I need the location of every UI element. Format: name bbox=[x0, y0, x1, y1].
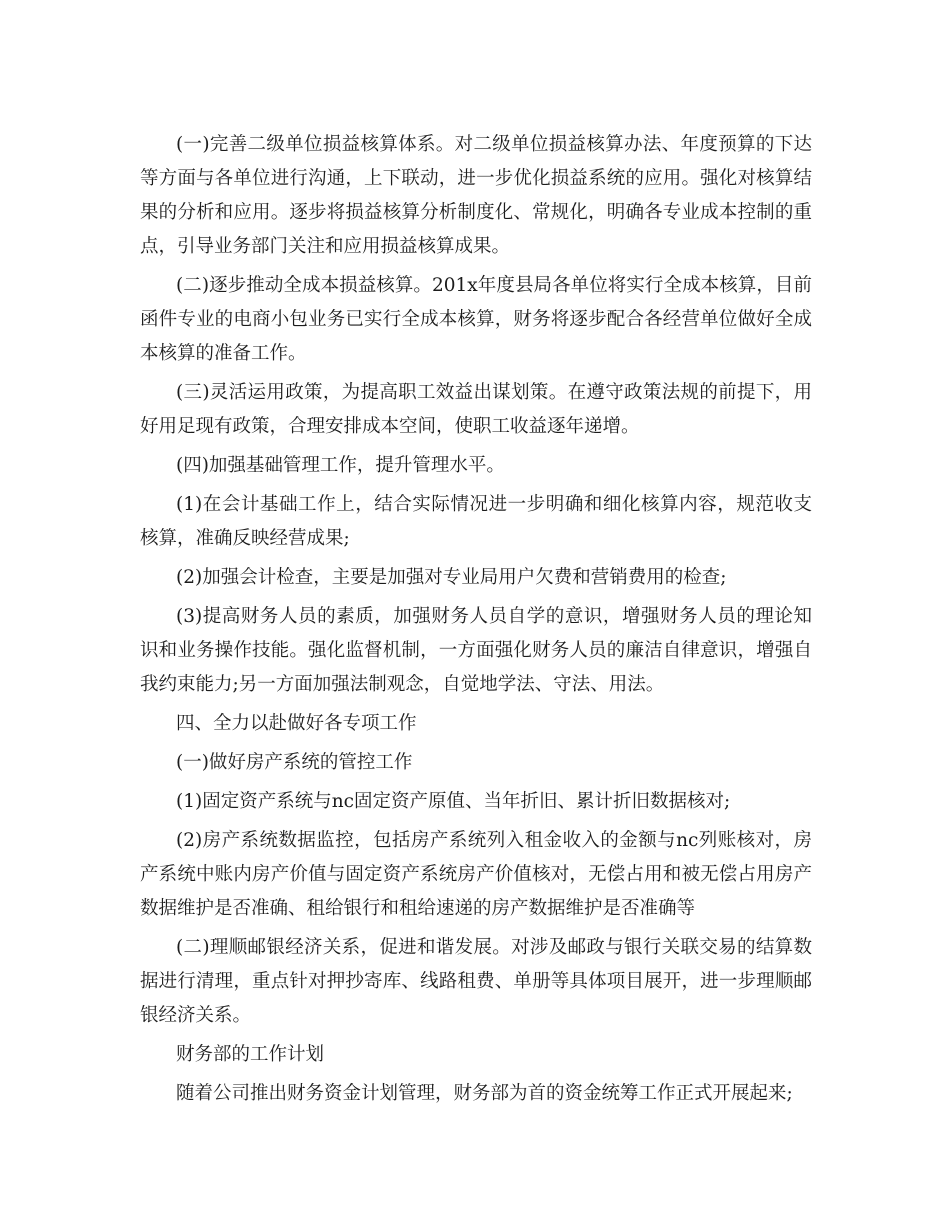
paragraph-11: (2)房产系统数据监控，包括房产系统列入租金收入的金额与nc列账核对，房产系统中账内房产价值与固定资产系统房产价值核对，无偿占用和被无偿占用房产数据维护是否准确、租给银行和租给速递的房产数据维护是否准确等 bbox=[140, 830, 812, 919]
paragraph-5: (1)在会计基础工作上，结合实际情况进一步明确和细化核算内容，规范收支核算，准确反映经营成果; bbox=[140, 494, 812, 549]
paragraph-2: (二)逐步推动全成本损益核算。201x年度县局各单位将实行全成本核算，目前函件专业的电商小包业务已实行全成本核算，财务将逐步配合各经营单位做好全成本核算的准备工作。 bbox=[140, 275, 812, 364]
paragraph-6: (2)加强会计检查，主要是加强对专业局用户欠费和营销费用的检查; bbox=[176, 567, 727, 588]
paragraph-10: (1)固定资产系统与nc固定资产原值、当年折旧、累计折旧数据核对; bbox=[176, 791, 731, 812]
document-body bbox=[140, 128, 812, 1116]
paragraph-12: (二)理顺邮银经济关系，促进和谐发展。对涉及邮政与银行关联交易的结算数据进行清理，重点针对押抄寄库、线路租费、单册等具体项目展开，进一步理顺邮银经济关系。 bbox=[140, 937, 812, 1026]
paragraph-9: (一)做好房产系统的管控工作 bbox=[176, 752, 413, 773]
paragraph-4: (四)加强基础管理工作，提升管理水平。 bbox=[176, 455, 505, 476]
paragraph-14: 随着公司推出财务资金计划管理，财务部为首的资金统筹工作正式开展起来; bbox=[176, 1083, 793, 1104]
section-heading: 四、全力以赴做好各专项工作 bbox=[176, 713, 417, 734]
paragraph-1: (一)完善二级单位损益核算体系。对二级单位损益核算办法、年度预算的下达等方面与各单位进行沟通，上下联动，进一步优化损益系统的应用。强化对核算结果的分析和应用。逐步将损益核算分析制度化、常规化，明确各专业成本控制的重点，引导业务部门关注和应用损益核算成果。 bbox=[140, 134, 812, 257]
paragraph-3: (三)灵活运用政策，为提高职工效益出谋划策。在遵守政策法规的前提下，用好用足现有政策，合理安排成本空间，使职工收益逐年递增。 bbox=[140, 382, 812, 437]
paragraph-7: (3)提高财务人员的素质，加强财务人员自学的意识，增强财务人员的理论知识和业务操作技能。强化监督机制，一方面强化财务人员的廉洁自律意识，增强自我约束能力;另一方面加强法制观念，自觉地学法、守法、用法。 bbox=[140, 606, 812, 695]
subtitle: 财务部的工作计划 bbox=[176, 1044, 325, 1065]
